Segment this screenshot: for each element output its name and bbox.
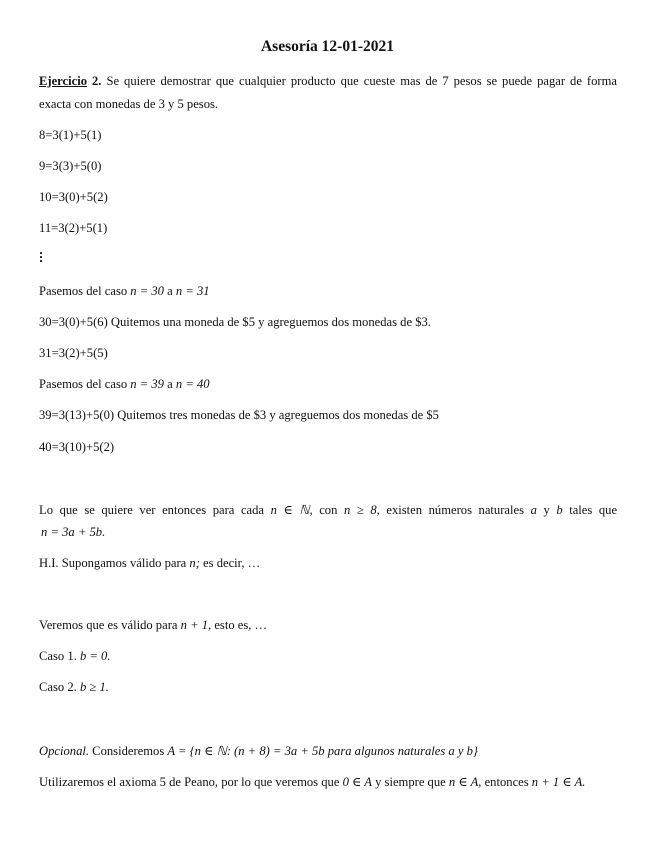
vertical-ellipsis-icon (39, 252, 43, 264)
optional-label: Opcional. (39, 744, 90, 758)
statement-line-1: Lo que se quiere ver entonces para cada n ∈ ℕ, con n ≥ 8, existen números naturales a y b tales que (39, 503, 618, 517)
case-30-31-heading: Pasemos del caso n = 30 a n = 31 (39, 284, 210, 298)
induction-hypothesis: H.I. Supongamos válido para n; es decir, … (39, 556, 261, 570)
case-30-equation: 30=3(0)+5(6) Quitemos una moneda de $5 y agreguemos dos monedas de $3. (39, 315, 431, 329)
veremos-line: Veremos que es válido para n + 1, esto es, … (39, 618, 268, 632)
case-31-equation: 31=3(2)+5(5) (39, 346, 108, 360)
exercise-text-1: Se quiere demostrar que cualquier producto que cueste mas de 7 pesos se puede pagar de forma (101, 74, 617, 88)
caso-1: Caso 1. b = 0. (39, 649, 111, 663)
math-n-30: n = 30 (130, 284, 164, 298)
document-title: Asesoría 12-01-2021 (260, 38, 395, 55)
math-n-39: n = 39 (130, 377, 164, 391)
optional-line: Opcional. Consideremos A = {n ∈ ℕ: (n + 8) = 3a + 5b para algunos naturales a y b} (39, 744, 478, 758)
example-11: 11=3(2)+5(1) (39, 221, 108, 235)
math-n-31: n = 31 (175, 284, 210, 298)
statement-line-2: n = 3a + 5b. (41, 525, 106, 539)
math-n-40: n = 40 (175, 377, 210, 391)
caso-2: Caso 2. b ≥ 1. (39, 680, 109, 694)
example-10: 10=3(0)+5(2) (39, 190, 108, 204)
exercise-line-1 (39, 74, 617, 89)
case-39-equation: 39=3(13)+5(0) Quitemos tres monedas de $3 y agreguemos dos monedas de $5 (39, 408, 439, 422)
example-8: 8=3(1)+5(1) (39, 128, 102, 142)
exercise-line-2: exacta con monedas de 3 y 5 pesos. (39, 97, 219, 111)
example-9: 9=3(3)+5(0) (39, 159, 102, 173)
exercise-label-number: 2. (87, 74, 102, 88)
case-40-equation: 40=3(10)+5(2) (39, 440, 115, 454)
peano-line: Utilizaremos el axioma 5 de Peano, por lo que veremos que 0 ∈ A y siempre que n ∈ A, entonces n + 1 ∈ A. (39, 775, 586, 789)
case-39-40-heading: Pasemos del caso n = 39 a n = 40 (39, 377, 210, 391)
set-a-definition: A = {n ∈ ℕ: (n + 8) = 3a + 5b para algunos naturales a y b} (167, 744, 478, 758)
exercise-label-word: Ejercicio (39, 74, 88, 88)
